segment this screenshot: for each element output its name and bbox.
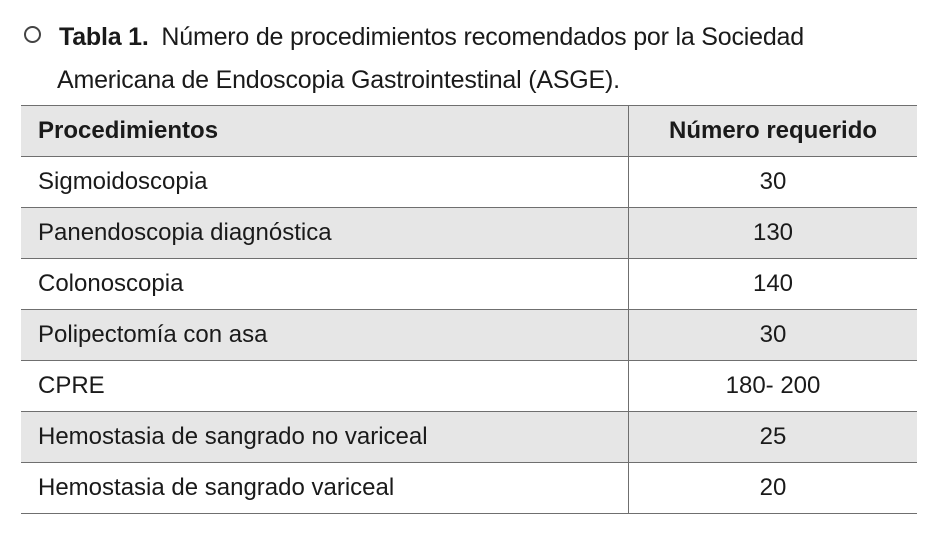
procedure-cell: Panendoscopia diagnóstica: [21, 208, 629, 259]
required-cell: 30: [629, 310, 918, 361]
required-cell: 30: [629, 157, 918, 208]
procedure-cell: Hemostasia de sangrado variceal: [21, 463, 629, 514]
caption-label: Tabla 1.: [59, 23, 149, 51]
table-header-row: [21, 106, 917, 157]
procedures-table: [21, 105, 917, 514]
procedure-cell: Colonoscopia: [21, 259, 629, 310]
procedure-cell: Polipectomía con asa: [21, 310, 629, 361]
header-procedures: Procedimientos: [21, 106, 629, 157]
required-cell: 25: [629, 412, 918, 463]
procedure-cell: Sigmoidoscopia: [21, 157, 629, 208]
table-row: [21, 208, 917, 259]
procedure-cell: CPRE: [21, 361, 629, 412]
caption-text-1: Número de procedimientos recomendados por la Sociedad: [161, 23, 804, 51]
required-cell: 180- 200: [629, 361, 918, 412]
table-row: [21, 361, 917, 412]
required-cell: 130: [629, 208, 918, 259]
table-caption: [24, 16, 924, 102]
header-required-number: Número requerido: [629, 106, 918, 157]
table-row: [21, 310, 917, 361]
circle-bullet-icon: [24, 26, 41, 43]
required-cell: 20: [629, 463, 918, 514]
procedure-cell: Hemostasia de sangrado no variceal: [21, 412, 629, 463]
table-row: [21, 463, 917, 514]
caption-line-1: [24, 16, 924, 59]
required-cell: 140: [629, 259, 918, 310]
caption-line-2: Americana de Endoscopia Gastrointestinal (ASGE).: [57, 66, 620, 94]
table-row: [21, 259, 917, 310]
table-row: [21, 157, 917, 208]
table-row: [21, 412, 917, 463]
